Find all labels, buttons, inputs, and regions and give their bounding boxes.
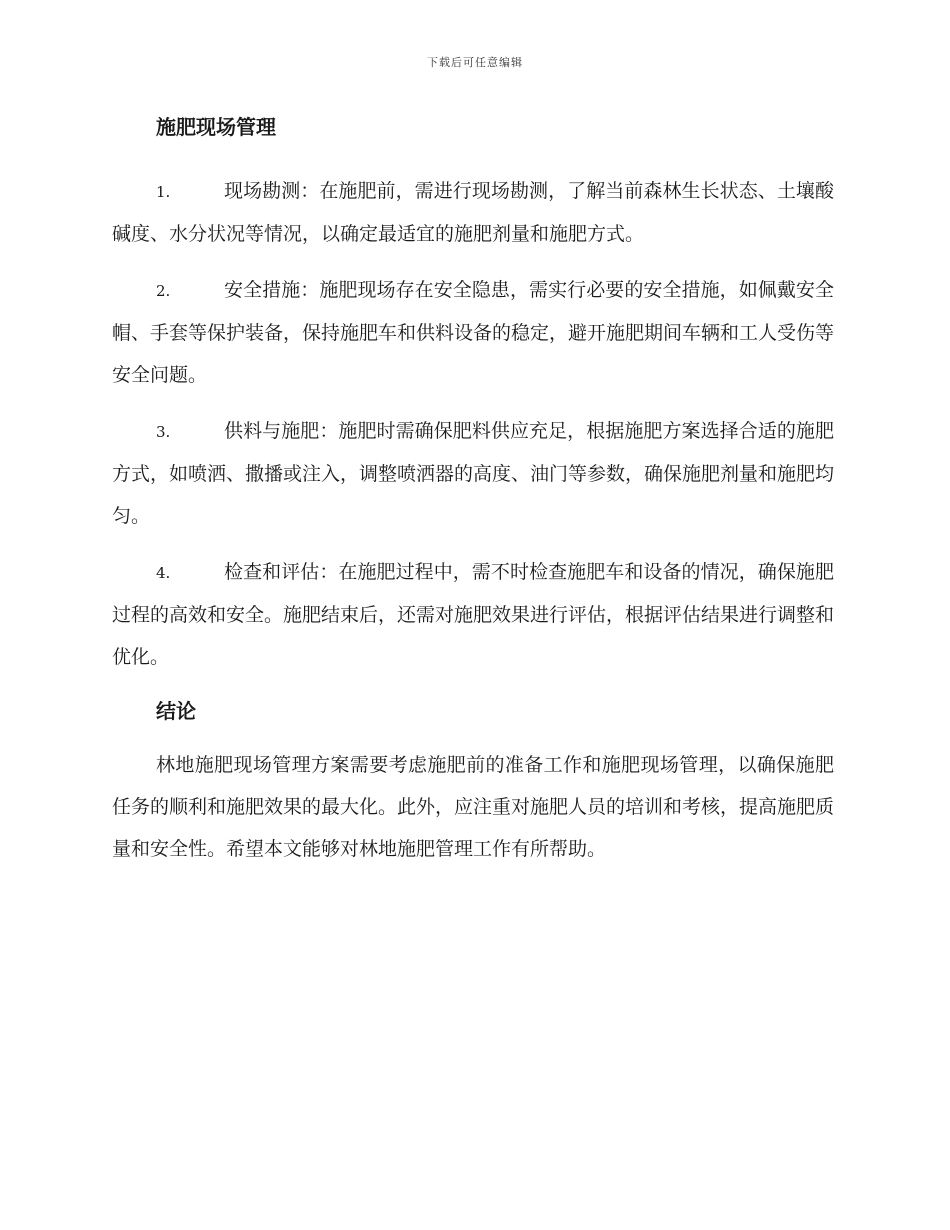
list-item — [112, 269, 834, 396]
list-item — [112, 410, 834, 537]
list-item — [112, 170, 834, 255]
list-item-number: 4. — [156, 564, 171, 582]
document-body — [112, 108, 834, 870]
list-item-number: 3. — [156, 423, 171, 441]
list-item-text: 现场勘测：在施肥前，需进行现场勘测，了解当前森林生长状态、土壤酸碱度、水分状况等情况，以确定最适宜的施肥剂量和施肥方式。 — [112, 180, 834, 245]
list-item-number: 2. — [156, 282, 171, 300]
list-item-text: 检查和评估：在施肥过程中，需不时检查施肥车和设备的情况，确保施肥过程的高效和安全。施肥结束后，还需对施肥效果进行评估，根据评估结果进行调整和优化。 — [112, 561, 835, 668]
list-item-number: 1. — [156, 183, 171, 201]
list-item-text: 安全措施：施肥现场存在安全隐患，需实行必要的安全措施，如佩戴安全帽、手套等保护装备，保持施肥车和供料设备的稳定，避开施肥期间车辆和工人受伤等安全问题。 — [112, 279, 835, 386]
list-item-text: 供料与施肥：施肥时需确保肥料供应充足，根据施肥方案选择合适的施肥方式，如喷洒、撒播或注入，调整喷洒器的高度、油门等参数，确保施肥剂量和施肥均匀。 — [112, 420, 835, 527]
conclusion-paragraph: 林地施肥现场管理方案需要考虑施肥前的准备工作和施肥现场管理，以确保施肥任务的顺利和施肥效果的最大化。此外，应注重对施肥人员的培训和考核，提高施肥质量和安全性。希望本文能够对林地施肥管理工作有所帮助。 — [112, 754, 835, 860]
section-heading-conclusion: 结论 — [156, 699, 196, 723]
header-note: 下载后可任意编辑 — [427, 56, 523, 69]
list-item — [112, 551, 834, 678]
section-heading-site-management: 施肥现场管理 — [156, 115, 276, 139]
